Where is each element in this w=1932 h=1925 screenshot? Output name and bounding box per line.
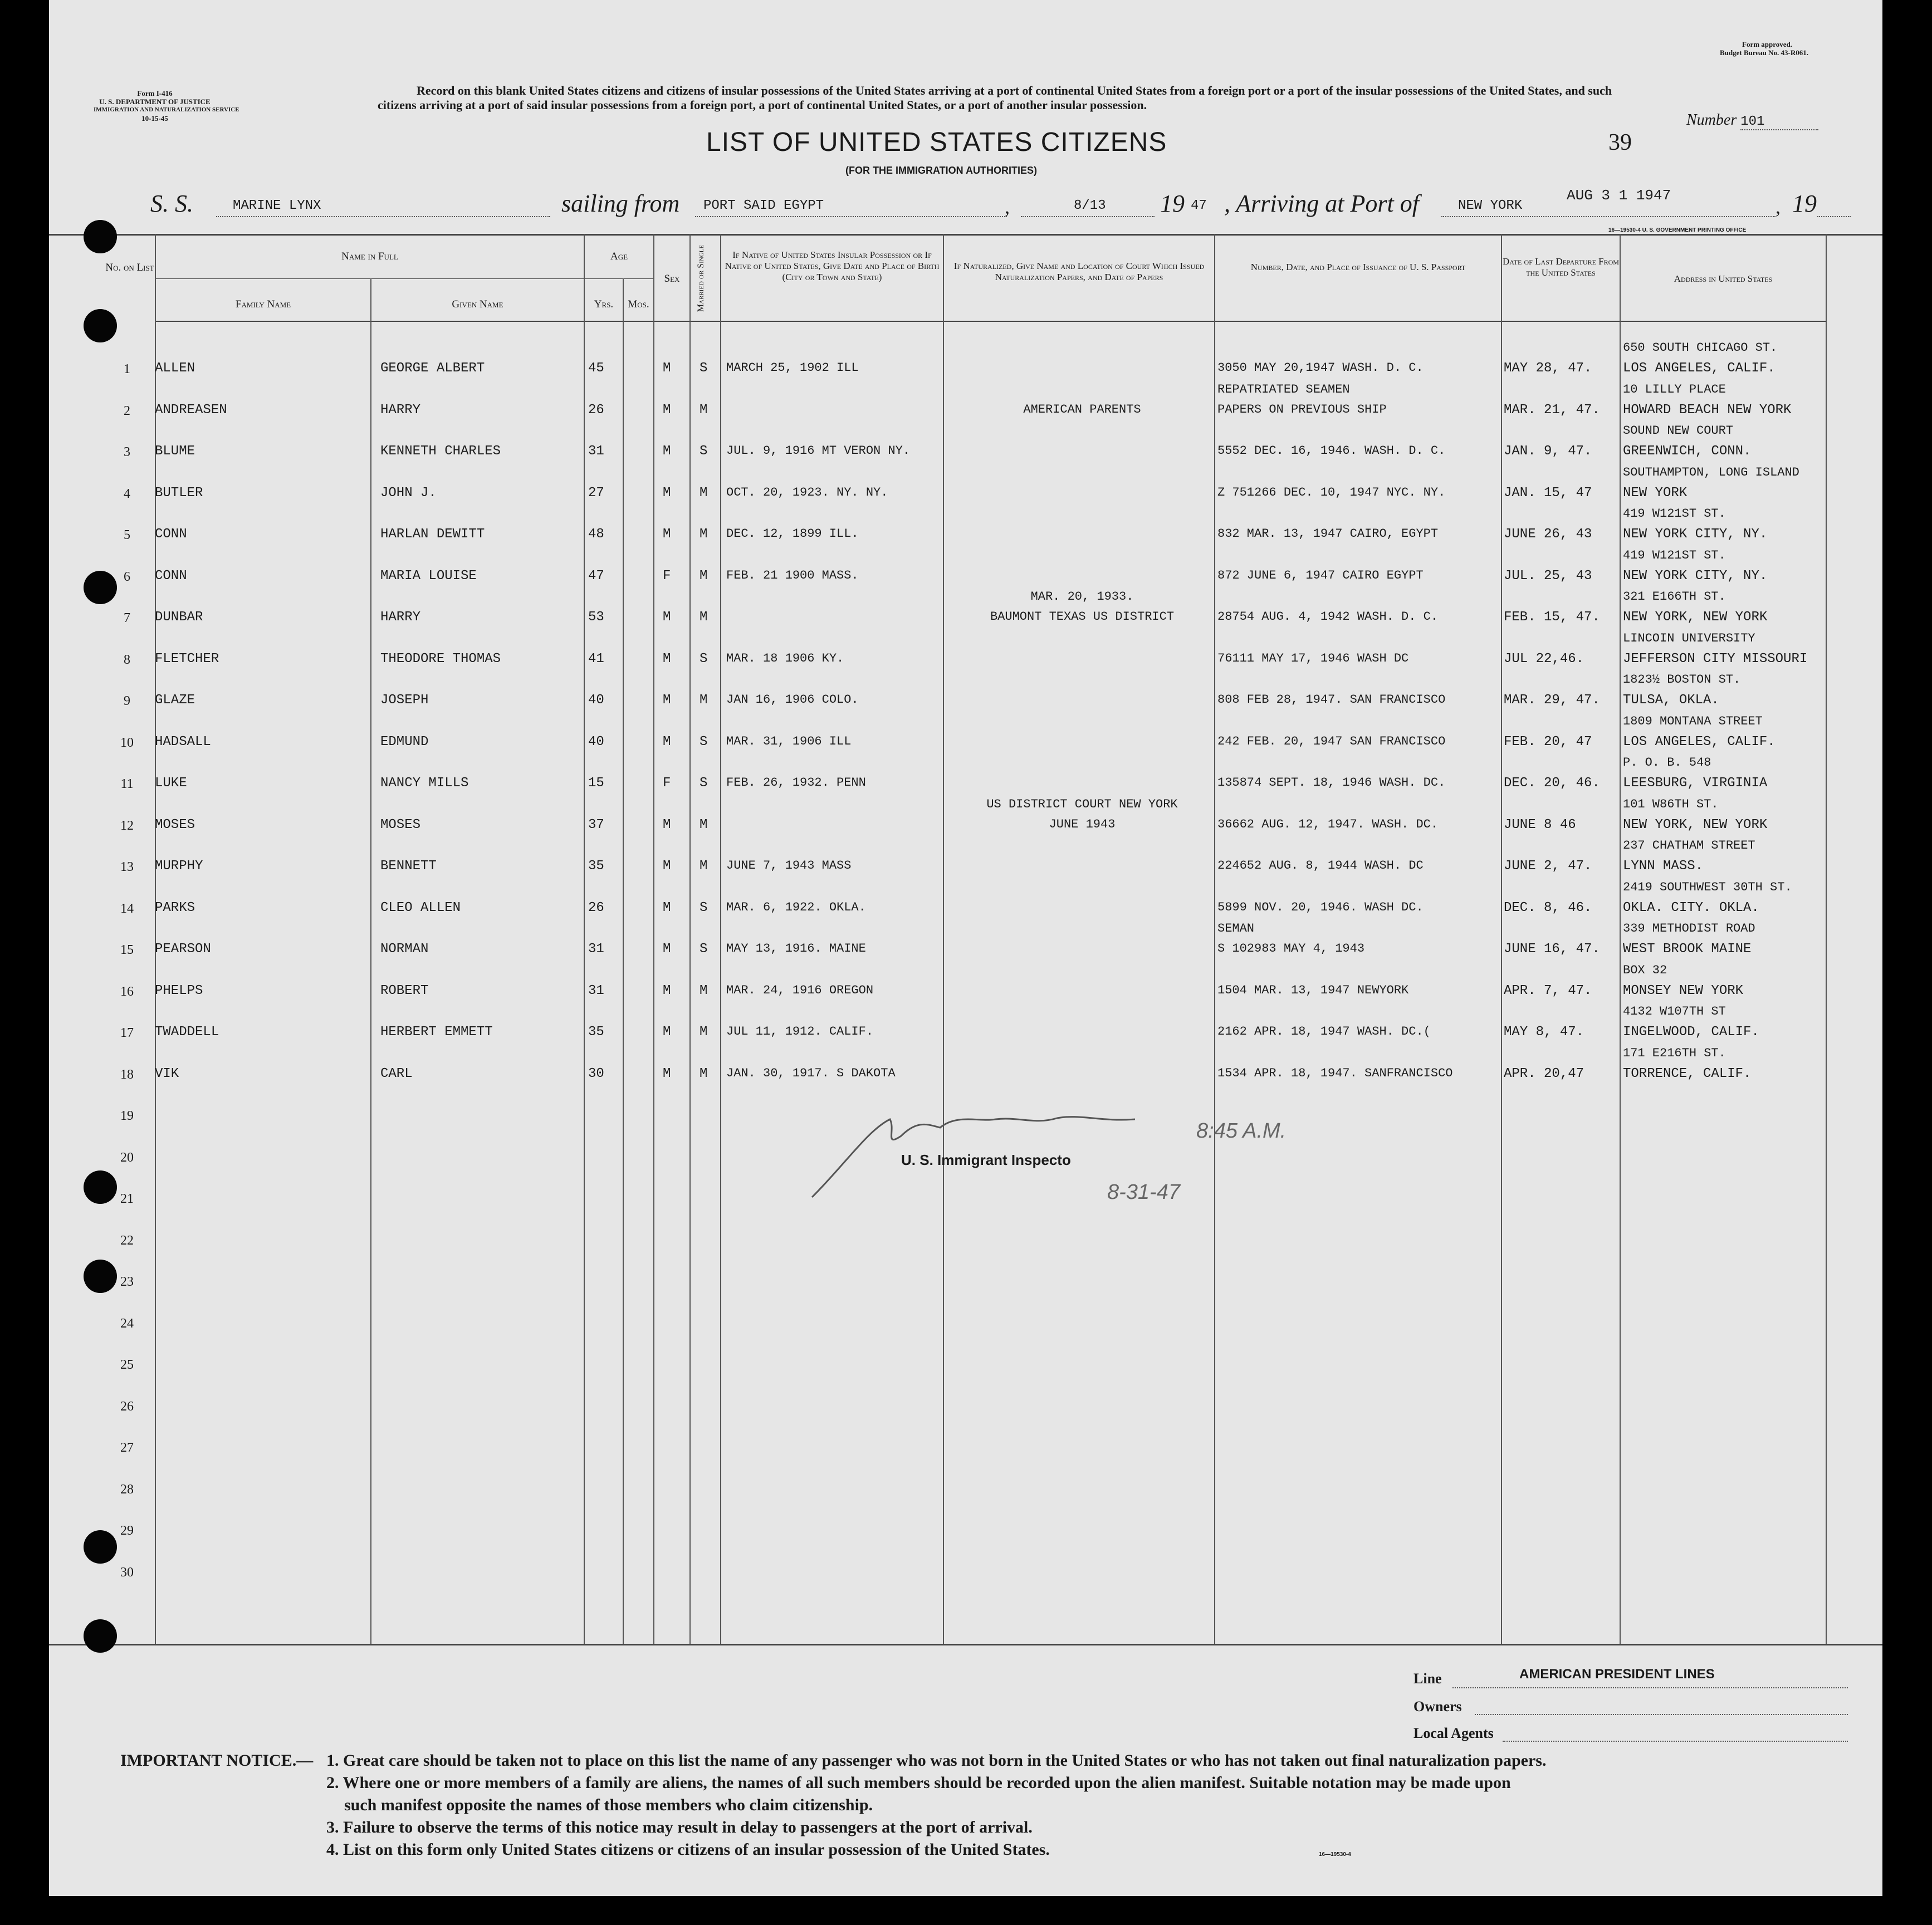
age-years: 30: [588, 1066, 604, 1081]
form-number: Form I-416: [137, 89, 173, 97]
arrival-stamp: AUG 3 1 1947: [1567, 187, 1671, 204]
header-yrs: Yrs.: [594, 298, 614, 310]
marital-status: S: [700, 652, 708, 667]
age-years: 40: [588, 734, 604, 750]
age-years: 31: [588, 444, 604, 459]
arrival-port: NEW YORK: [1458, 198, 1523, 213]
sex: M: [663, 652, 671, 667]
row-number: 20: [120, 1150, 134, 1165]
upper-line-entry: P. O. B. 548: [1623, 756, 1711, 770]
arrival-year: 19: [1792, 190, 1817, 217]
marital-status: S: [700, 776, 708, 791]
punch-hole: [84, 1530, 117, 1564]
upper-line-entry: SOUND NEW COURT: [1623, 424, 1734, 438]
address: TULSA, OKLA.: [1623, 693, 1719, 708]
row-number: 10: [120, 736, 134, 750]
upper-line-entry: 419 W121ST ST.: [1623, 507, 1726, 521]
family-name: BLUME: [155, 444, 195, 459]
year-prefix: 19: [1160, 190, 1185, 217]
age-years: 53: [588, 610, 604, 625]
age-years: 26: [588, 403, 604, 418]
address: HOWARD BEACH NEW YORK: [1623, 403, 1792, 418]
marital-status: S: [700, 361, 708, 376]
given-name: BENNETT: [380, 859, 437, 874]
family-name: BUTLER: [155, 486, 203, 501]
sex: F: [663, 569, 671, 584]
upper-line-entry: 237 CHATHAM STREET: [1623, 839, 1755, 853]
page-subtitle: (FOR THE IMMIGRATION AUTHORITIES): [845, 165, 1037, 176]
ship-name: MARINE LYNX: [233, 198, 321, 213]
family-name: GLAZE: [155, 693, 195, 708]
age-years: 26: [588, 900, 604, 915]
department: U. S. DEPARTMENT OF JUSTICE: [99, 97, 211, 106]
age-years: 35: [588, 859, 604, 874]
row-number: 6: [124, 570, 130, 584]
table-bottom-rule: [49, 1644, 1882, 1645]
row-number: 11: [120, 777, 134, 791]
passport-info: 242 FEB. 20, 1947 SAN FRANCISCO: [1217, 734, 1446, 748]
sex: M: [663, 859, 671, 874]
passport-info: 3050 MAY 20,1947 WASH. D. C.: [1217, 361, 1424, 375]
row-number: 25: [120, 1358, 134, 1372]
sex: M: [663, 403, 671, 418]
naturalization-info: JUNE 1943: [1049, 817, 1116, 831]
sex: M: [663, 527, 671, 542]
sex: M: [663, 942, 671, 957]
address: MONSEY NEW YORK: [1623, 983, 1744, 998]
last-departure: DEC. 8, 46.: [1504, 900, 1592, 915]
number-label: Number: [1686, 111, 1737, 129]
given-name: JOHN J.: [380, 486, 437, 501]
row-number: 3: [124, 445, 130, 459]
naturalization-info: AMERICAN PARENTS: [1023, 403, 1141, 417]
family-name: PEARSON: [155, 942, 211, 957]
last-departure: FEB. 20, 47: [1504, 734, 1592, 750]
row-number: 4: [124, 487, 130, 501]
inspector-stamp: U. S. Immigrant Inspecto: [901, 1152, 1071, 1168]
row-number: 2: [124, 404, 130, 418]
birth-info: FEB. 26, 1932. PENN: [726, 776, 866, 790]
last-departure: JUNE 16, 47.: [1504, 942, 1600, 957]
age-years: 31: [588, 942, 604, 957]
row-number: 27: [120, 1441, 134, 1455]
sex: F: [663, 776, 671, 791]
row-number: 5: [124, 528, 130, 542]
family-name: VIK: [155, 1066, 179, 1081]
printing-office: 16—19530-4 U. S. GOVERNMENT PRINTING OFFICE: [1608, 227, 1747, 233]
last-departure: JUNE 2, 47.: [1504, 859, 1592, 874]
row-number: 24: [120, 1316, 134, 1331]
inspector-date: 8-31-47: [1107, 1181, 1180, 1204]
last-departure: JAN. 15, 47: [1504, 486, 1592, 501]
address: NEW YORK: [1623, 486, 1688, 501]
row-number: 19: [120, 1109, 134, 1123]
given-name: NANCY MILLS: [380, 776, 469, 791]
age-years: 41: [588, 652, 604, 667]
notice-item-2a: 2. Where one or more members of a family are aliens, the names of all such members should be recorded upon the alien manifest. Suitable notation may be made upon: [326, 1774, 1511, 1792]
address: NEW YORK, NEW YORK: [1623, 817, 1768, 832]
family-name: ALLEN: [155, 361, 195, 376]
header-family: Family Name: [235, 298, 291, 310]
upper-line-entry: LINCOIN UNIVERSITY: [1623, 631, 1755, 645]
marital-status: S: [700, 942, 708, 957]
family-name: CONN: [155, 527, 187, 542]
birth-info: JUNE 7, 1943 MASS: [726, 859, 852, 873]
last-departure: JAN. 9, 47.: [1504, 444, 1592, 459]
upper-line-entry: 650 SOUTH CHICAGO ST.: [1623, 341, 1778, 355]
family-name: MOSES: [155, 817, 195, 832]
given-name: NORMAN: [380, 942, 429, 957]
family-name: PARKS: [155, 900, 195, 915]
given-name: MARIA LOUISE: [380, 569, 477, 584]
family-name: FLETCHER: [155, 652, 219, 667]
sex: M: [663, 486, 671, 501]
given-name: THEODORE THOMAS: [380, 652, 501, 667]
page-title: LIST OF UNITED STATES CITIZENS: [706, 128, 1167, 157]
last-departure: FEB. 15, 47.: [1504, 610, 1600, 625]
family-name: CONN: [155, 569, 187, 584]
age-years: 37: [588, 817, 604, 832]
address: LOS ANGELES, CALIF.: [1623, 361, 1776, 376]
upper-line-entry: 171 E216TH ST.: [1623, 1046, 1726, 1060]
passport-info: 1534 APR. 18, 1947. SANFRANCISCO: [1217, 1066, 1453, 1080]
marital-status: M: [700, 983, 708, 998]
upper-line-entry: MAR. 20, 1933.: [1030, 590, 1134, 604]
birth-info: MAR. 31, 1906 ILL: [726, 734, 852, 748]
upper-line-entry: US DISTRICT COURT NEW YORK: [986, 797, 1178, 811]
header-naturalized: If Naturalized, Give Name and Location of Court Which Issued Naturalization Papers, and Date of Papers: [953, 261, 1205, 282]
notice-item-4: 4. List on this form only United States citizens or citizens of an insular possession of the United States.: [326, 1840, 1050, 1859]
marital-status: S: [700, 444, 708, 459]
family-name: MURPHY: [155, 859, 203, 874]
passport-info: 832 MAR. 13, 1947 CAIRO, EGYPT: [1217, 527, 1439, 541]
upper-line-entry: 10 LILLY PLACE: [1623, 383, 1726, 396]
sex: M: [663, 900, 671, 915]
upper-line-entry: SOUTHAMPTON, LONG ISLAND: [1623, 466, 1799, 479]
sex: M: [663, 610, 671, 625]
last-departure: JUL. 25, 43: [1504, 569, 1592, 584]
intro-text: Record on this blank United States citizens and citizens of insular possessions of the United States arriving at a port of continental United States from a foreign port or a port of the insular possessions of the United States, and such citizens arriving at a port of said insular possessions from a foreign port, a port of continental United States, or a port of another insular possession.: [378, 84, 1612, 112]
line-value: AMERICAN PRESIDENT LINES: [1519, 1667, 1715, 1682]
passport-info: 28754 AUG. 4, 1942 WASH. D. C.: [1217, 610, 1439, 624]
age-years: 48: [588, 527, 604, 542]
sailing-label: sailing from: [561, 190, 680, 217]
service: IMMIGRATION AND NATURALIZATION SERVICE: [94, 106, 239, 113]
header-native: If Native of United States Insular Possession or If Native of United States, Give Date and Place of Birth (City or Town and State): [725, 249, 940, 282]
last-departure: MAY 28, 47.: [1504, 361, 1592, 376]
family-name: PHELPS: [155, 983, 203, 998]
punch-hole: [84, 571, 117, 604]
sailing-from: PORT SAID EGYPT: [703, 198, 824, 213]
age-years: 40: [588, 693, 604, 708]
punch-hole: [84, 1619, 117, 1653]
row-number: 22: [120, 1233, 134, 1248]
marital-status: M: [700, 486, 708, 501]
owners-label: Owners: [1413, 1698, 1462, 1715]
last-departure: JUNE 8 46: [1504, 817, 1576, 832]
given-name: HARRY: [380, 403, 421, 418]
upper-line-entry: REPATRIATED SEAMEN: [1217, 383, 1350, 396]
row-number: 16: [120, 984, 134, 999]
last-departure: JUNE 26, 43: [1504, 527, 1592, 542]
header-given: Given Name: [452, 298, 503, 310]
family-name: DUNBAR: [155, 610, 203, 625]
passport-info: 36662 AUG. 12, 1947. WASH. DC.: [1217, 817, 1439, 831]
header-name: Name in Full: [341, 251, 398, 262]
given-name: MOSES: [380, 817, 421, 832]
header-passport: Number, Date, and Place of Issuance of U. S. Passport: [1250, 262, 1466, 272]
address: NEW YORK, NEW YORK: [1623, 610, 1768, 625]
age-years: 31: [588, 983, 604, 998]
header-mos: Mos.: [628, 298, 649, 310]
given-name: JOSEPH: [380, 693, 429, 708]
row-number: 7: [124, 611, 130, 625]
row-number: 15: [120, 943, 134, 957]
approval-line-2: Budget Bureau No. 43-R061.: [1720, 48, 1809, 57]
marital-status: M: [700, 693, 708, 708]
notice-item-1: 1. Great care should be taken not to place on this list the name of any passenger who was not born in the United States or who has not taken out final naturalization papers.: [326, 1751, 1547, 1770]
age-years: 27: [588, 486, 604, 501]
age-years: 45: [588, 361, 604, 376]
birth-info: MAR. 18 1906 KY.: [726, 652, 844, 665]
birth-info: JAN 16, 1906 COLO.: [726, 693, 859, 707]
header-married: Married or Single: [696, 244, 706, 312]
approval-block: [1720, 40, 1808, 57]
naturalization-info: BAUMONT TEXAS US DISTRICT: [990, 610, 1175, 624]
passport-info: 76111 MAY 17, 1946 WASH DC: [1217, 652, 1409, 665]
birth-info: OCT. 20, 1923. NY. NY.: [726, 486, 888, 499]
address: JEFFERSON CITY MISSOURI: [1623, 652, 1808, 667]
punch-hole: [84, 1260, 117, 1293]
sailing-date: 8/13: [1074, 198, 1106, 213]
number-field: [1686, 111, 1818, 130]
upper-line-entry: 1809 MONTANA STREET: [1623, 714, 1763, 728]
last-departure: APR. 20,47: [1504, 1066, 1584, 1081]
marital-status: M: [700, 1066, 708, 1081]
row-number: 21: [120, 1192, 134, 1206]
given-name: EDMUND: [380, 734, 429, 750]
passport-info: Z 751266 DEC. 10, 1947 NYC. NY.: [1217, 486, 1446, 499]
last-departure: MAY 8, 47.: [1504, 1025, 1584, 1040]
address: WEST BROOK MAINE: [1623, 942, 1752, 957]
family-name: TWADDELL: [155, 1025, 219, 1040]
passport-info: 808 FEB 28, 1947. SAN FRANCISCO: [1217, 693, 1446, 707]
passport-info: 872 JUNE 6, 1947 CAIRO EGYPT: [1217, 569, 1424, 582]
upper-line-entry: 2419 SOUTHWEST 30TH ST.: [1623, 880, 1792, 894]
notice-item-2b: such manifest opposite the names of those members who claim citizenship.: [344, 1796, 873, 1814]
row-number: 28: [120, 1482, 134, 1497]
marital-status: M: [700, 403, 708, 418]
last-departure: JUL 22,46.: [1504, 652, 1584, 667]
marital-status: M: [700, 610, 708, 625]
marital-status: M: [700, 859, 708, 874]
row-number: 12: [120, 819, 134, 833]
age-years: 15: [588, 776, 604, 791]
sex: M: [663, 983, 671, 998]
family-name: ANDREASEN: [155, 403, 227, 418]
form-id-block: [94, 89, 239, 123]
last-departure: MAR. 29, 47.: [1504, 693, 1600, 708]
row-number: 30: [120, 1565, 134, 1580]
sex: M: [663, 1025, 671, 1040]
last-departure: DEC. 20, 46.: [1504, 776, 1600, 791]
upper-line-entry: 101 W86TH ST.: [1623, 797, 1719, 811]
header-bottom-rule: [155, 321, 1826, 322]
marital-status: M: [700, 569, 708, 584]
punch-hole: [84, 309, 117, 342]
birth-info: MAR. 6, 1922. OKLA.: [726, 900, 866, 914]
given-name: CLEO ALLEN: [380, 900, 461, 915]
row-number: 26: [120, 1399, 134, 1414]
row-number: 29: [120, 1524, 134, 1538]
family-name: LUKE: [155, 776, 187, 791]
age-years: 35: [588, 1025, 604, 1040]
notice-heading: IMPORTANT NOTICE.—: [120, 1751, 314, 1770]
number-value: 101: [1740, 114, 1818, 130]
sex: M: [663, 1066, 671, 1081]
given-name: HARLAN DEWITT: [380, 527, 485, 542]
form-date: 10-15-45: [141, 114, 168, 123]
row-number: 14: [120, 902, 134, 916]
header-no: No. on List: [105, 262, 154, 273]
given-name: HERBERT EMMETT: [380, 1025, 493, 1040]
birth-info: MAY 13, 1916. MAINE: [726, 942, 866, 956]
sex: M: [663, 734, 671, 750]
address: LOS ANGELES, CALIF.: [1623, 734, 1776, 750]
birth-info: MARCH 25, 1902 ILL: [726, 361, 859, 375]
age-years: 47: [588, 569, 604, 584]
passport-info: 5552 DEC. 16, 1946. WASH. D. C.: [1217, 444, 1446, 458]
upper-line-entry: 419 W121ST ST.: [1623, 548, 1726, 562]
given-name: GEORGE ALBERT: [380, 361, 485, 376]
marital-status: M: [700, 817, 708, 832]
table-top-rule: [49, 234, 1882, 236]
birth-info: FEB. 21 1900 MASS.: [726, 569, 859, 582]
arriving-label: , Arriving at Port of: [1224, 190, 1419, 217]
passport-info: S 102983 MAY 4, 1943: [1217, 942, 1365, 956]
header-sex: Sex: [664, 273, 680, 285]
passport-info: 224652 AUG. 8, 1944 WASH. DC: [1217, 859, 1424, 873]
punch-hole: [84, 1170, 117, 1204]
marital-status: M: [700, 527, 708, 542]
address: NEW YORK CITY, NY.: [1623, 569, 1768, 584]
row-number: 13: [120, 860, 134, 874]
sex: M: [663, 693, 671, 708]
upper-line-entry: BOX 32: [1623, 963, 1667, 977]
ss-label: S. S.: [150, 190, 193, 217]
given-name: ROBERT: [380, 983, 429, 998]
inspector-time: 8:45 A.M.: [1196, 1119, 1287, 1143]
marital-status: M: [700, 1025, 708, 1040]
header-departure: Date of Last Departure From the United States: [1503, 256, 1619, 278]
birth-info: JAN. 30, 1917. S DAKOTA: [726, 1066, 896, 1080]
upper-line-entry: 1823½ BOSTON ST.: [1623, 673, 1741, 687]
address: NEW YORK CITY, NY.: [1623, 527, 1768, 542]
year-suffix: 47: [1191, 198, 1207, 213]
row-number: 9: [124, 694, 130, 708]
passport-info: 1504 MAR. 13, 1947 NEWYORK: [1217, 983, 1409, 997]
passport-info: 135874 SEPT. 18, 1946 WASH. DC.: [1217, 776, 1446, 790]
agents-label: Local Agents: [1413, 1725, 1494, 1741]
upper-line-entry: 321 E166TH ST.: [1623, 590, 1726, 604]
address: TORRENCE, CALIF.: [1623, 1066, 1752, 1081]
passport-info: 5899 NOV. 20, 1946. WASH DC.: [1217, 900, 1424, 914]
last-departure: MAR. 21, 47.: [1504, 403, 1600, 418]
header-address: Address in United States: [1674, 273, 1773, 284]
row-number: 17: [120, 1026, 134, 1040]
row-number: 23: [120, 1275, 134, 1289]
marital-status: S: [700, 900, 708, 915]
row-number: 8: [124, 653, 130, 667]
manifest-sheet: Form I-416 U. S. DEPARTMENT OF JUSTICE IMMIGRATION AND NATURALIZATION SERVICE 10-15-45 Form approved. Budget Bureau No. 43-R061. Record on this blank United States citizens and citizens of insular possessions of the United States arriving at a port of continental United States from a foreign port or a port of the insular possessions of the United States, and such citizens arriving at a port of said insular possessions from a foreign port, a port of continental United States, or a port of another insular possession. Number 101 LIST OF UNITED STATES CITIZENS (FOR THE IMMIGRATION AUTHORITIES) 39 S. S. MARINE LYNX sailing from PORT SAID EGYPT , 8/13 19 47 , Arriving at Port of NEW YORK AUG 3 1 1947 , 19 16—19530-4 U. S. GOVERNMENT PRINTING OFFICE No. on List Name in Full Family Name Given Name Age Yrs. Mos. Sex Married or Single If Native of United States Insular Possession or If Native of United States, Give Date and Place of Birth (City or Town and State) If Naturalized, Give Name and Location of Court Which Issued Naturalization Papers, and Date of Papers Number, Date, and Place of Issuance of U. S. Passport Date of Last Departure From the United States Address in United States 1 ALLEN GEORGE ALBERT 45 M S MARCH 25, 1902 ILL 3050 MAY 20,1947 WASH. D. C. MAY 28, 47. LOS ANGELES, CALIF. 2 ANDREASEN HARRY 26 M M AMERICAN PARENTS PAPERS ON PREVIOUS SHIP MAR. 21, 47. HOWARD BEACH NEW YORK 3 BLUME KENNETH CHARLES 31 M S JUL. 9, 1916 MT VERON NY. 5552 DEC. 16, 1946. WASH. D. C. JAN. 9, 47. GREENWICH, CONN. 4 BUTLER JOHN J. 27 M M OCT. 20, 1923. NY. NY. Z 751266 DEC. 10, 1947 NYC. NY. JAN. 15, 47 NEW YORK 5 CONN HARLAN DEWITT 48 M M DEC. 12, 1899 ILL. 832 MAR. 13, 1947 CAIRO, EGYPT JUNE 26, 43 NEW YORK CITY, NY. 6 CONN MARIA LOUISE 47 F M FEB. 21 1900 MASS. 872 JUNE 6, 1947 CAIRO EGYPT JUL. 25, 43 NEW YORK CITY, NY. 7 DUNBAR HARRY 53 M M BAUMONT TEXAS US DISTRICT 28754 AUG. 4, 1942 WASH. D. C. FEB. 15, 47. NEW YORK, NEW YORK 8 FLETCHER THEODORE THOMAS 41 M S MAR. 18 1906 KY. 76111 MAY 17, 1946 WASH DC JUL 22,46. JEFFERSON CITY MISSOURI 9 GLAZE JOSEPH 40 M M JAN 16, 1906 COLO. 808 FEB 28, 1947. SAN FRANCISCO MAR. 29, 47. TULSA, OKLA. 10 HADSALL EDMUND 40 M S MAR. 31, 1906 ILL 242 FEB. 20, 1947 SAN FRANCISCO FEB. 20, 47 LOS ANGELES, CALIF. 11 LUKE NANCY MILLS 15 F S FEB. 26, 1932. PENN 135874 SEPT. 18, 1946 WASH. DC. DEC. 20, 46. LEESBURG, VIRGINIA 12 MOSES MOSES 37 M M JUNE 1943 36662 AUG. 12, 1947. WASH. DC. JUNE 8 46 NEW YORK, NEW YORK 13 MURPHY BENNETT 35 M M JUNE 7, 1943 MASS 224652 AUG. 8, 1944 WASH. DC JUNE 2, 47. LYNN MASS. 14 PARKS CLEO ALLEN 26 M S MAR. 6, 1922. OKLA. 5899 NOV. 20, 1946. WASH DC. DEC. 8, 46. OKLA. CITY. OKLA. 15 PEARSON NORMAN 31 M S MAY 13, 1916. MAINE S 102983 MAY 4, 1943 JUNE 16, 47. WEST BROOK MAINE 16 PHELPS ROBERT 31 M M MAR. 24, 1916 OREGON 1504 MAR. 13, 1947 NEWYORK APR. 7, 47. MONSEY NEW YORK 17 TWADDELL HERBERT EMMETT 35 M M JUL 11, 1912. CALIF. 2162 APR. 18, 1947 WASH. DC.( MAY 8, 47. INGELWOOD, CALIF. 18 VIK CARL 30 M M JAN. 30, 1917. S DAKOTA 1534 APR. 18, 1947. SANFRANCISCO APR. 20,47 TORRENCE, CALIF. 650 SOUTH CHICAGO ST. 10 LILLY PLACE REPATRIATED SEAMEN SOUND NEW COURT SOUTHAMPTON, LONG ISLAND 419 W121ST ST. 419 W121ST ST. 321 E166TH ST. MAR. 20, 1933. LINCOIN UNIVERSITY 1823½ BOSTON ST. 1809 MONTANA STREET P. O. B. 548 US DISTRICT COURT NEW YORK 101 W86TH ST. 237 CHATHAM STREET 2419 SOUTHWEST 30TH ST. SEMAN 339 METHODIST ROAD BOX 32 4132 W107TH ST 171 E216TH ST. 19 20 21 22 23 24 25 26 27 28 29 30 U. S. Immigrant Inspecto 8:45 A.M. 8-31-47 Line AMERICAN PRESIDENT LINES Owners Local Agents IMPORTANT NOTICE.— 1. Great care should be taken not to place on this list the name of any passenger who was not born in the United States or who has not taken out final naturalization papers. 2. Where one or more members of a family are aliens, the names of all such members should be recorded upon the alien manifest. Suitable notation may be made upon such manifest opposite the names of those members who claim citizenship. 3. Failure to observe the terms of this notice may result in delay to passengers at the port of arrival. 4. List on this form only United States citizens or citizens of an insular possession of the United States. 16—19530-4: [49, 0, 1882, 1896]
given-name: CARL: [380, 1066, 413, 1081]
footer-printing: 16—19530-4: [1319, 1851, 1351, 1858]
address: GREENWICH, CONN.: [1623, 444, 1752, 459]
birth-info: JUL 11, 1912. CALIF.: [726, 1025, 874, 1039]
sex: M: [663, 444, 671, 459]
passport-info: 2162 APR. 18, 1947 WASH. DC.(: [1217, 1025, 1431, 1039]
last-departure: APR. 7, 47.: [1504, 983, 1592, 998]
upper-line-entry: 339 METHODIST ROAD: [1623, 922, 1755, 935]
passport-info: PAPERS ON PREVIOUS SHIP: [1217, 403, 1387, 417]
page-number: 39: [1608, 130, 1632, 155]
approval-line-1: Form approved.: [1742, 40, 1793, 48]
upper-line-entry: 4132 W107TH ST: [1623, 1005, 1726, 1018]
row-number: 18: [120, 1067, 134, 1082]
birth-info: JUL. 9, 1916 MT VERON NY.: [726, 444, 911, 458]
birth-info: MAR. 24, 1916 OREGON: [726, 983, 874, 997]
header-age: Age: [610, 251, 628, 262]
marital-status: S: [700, 734, 708, 750]
punch-hole: [84, 220, 117, 253]
row-number: 1: [124, 362, 130, 376]
line-label: Line: [1413, 1671, 1442, 1687]
address: INGELWOOD, CALIF.: [1623, 1025, 1759, 1040]
notice-item-3: 3. Failure to observe the terms of this notice may result in delay to passengers at the port of arrival.: [326, 1818, 1033, 1836]
upper-line-entry: SEMAN: [1217, 922, 1255, 935]
address: LYNN MASS.: [1623, 859, 1704, 874]
sex: M: [663, 361, 671, 376]
given-name: HARRY: [380, 610, 421, 625]
sex: M: [663, 817, 671, 832]
address: LEESBURG, VIRGINIA: [1623, 776, 1768, 791]
given-name: KENNETH CHARLES: [380, 444, 501, 459]
family-name: HADSALL: [155, 734, 211, 750]
address: OKLA. CITY. OKLA.: [1623, 900, 1759, 915]
birth-info: DEC. 12, 1899 ILL.: [726, 527, 859, 541]
